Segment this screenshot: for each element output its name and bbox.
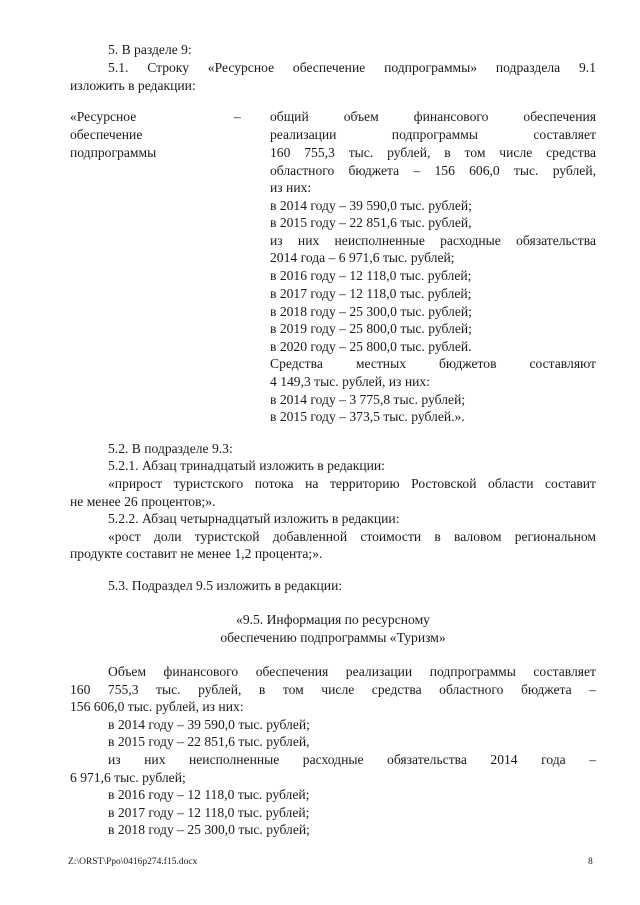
- table-right-line: Средства местных бюджетов составляют: [270, 356, 596, 371]
- body-line: в 2018 году – 25 300,0 тыс. рублей;: [108, 822, 310, 837]
- item-5-2-1-text-line2: не менее 26 процентов;».: [70, 494, 216, 509]
- table-left-label-3: подпрограммы: [70, 145, 157, 160]
- table-right-line: общий объем финансового обеспечения: [270, 109, 596, 124]
- table-right-line: реализации подпрограммы составляет: [270, 127, 596, 142]
- footer-page-number: 8: [588, 857, 593, 867]
- table-dash: –: [234, 109, 241, 124]
- body-line: из них неисполненные расходные обязательства 2014 года –: [108, 752, 596, 767]
- table-right-line: из них неисполненные расходные обязательства: [270, 233, 596, 248]
- table-right-line: в 2014 году – 39 590,0 тыс. рублей;: [270, 198, 472, 213]
- table-left-label-1: «Ресурсное: [70, 109, 137, 124]
- item-5-2-2: 5.2.2. Абзац четырнадцатый изложить в редакции:: [108, 511, 400, 526]
- section-5-heading: 5. В разделе 9:: [108, 42, 192, 57]
- body-line: Объем финансового обеспечения реализации подпрограммы составляет: [108, 664, 596, 679]
- table-right-line: из них:: [270, 180, 312, 195]
- table-right-line: в 2016 году – 12 118,0 тыс. рублей;: [270, 268, 472, 283]
- body-line: в 2015 году – 22 851,6 тыс. рублей,: [108, 734, 310, 749]
- item-5-2-1-text-line1: «прирост туристского потока на территорию Ростовской области составит: [108, 476, 596, 491]
- table-right-line: в 2017 году – 12 118,0 тыс. рублей;: [270, 286, 472, 301]
- body-line: 6 971,6 тыс. рублей;: [70, 770, 186, 785]
- body-line: в 2014 году – 39 590,0 тыс. рублей;: [108, 717, 310, 732]
- table-right-line: в 2020 году – 25 800,0 тыс. рублей.: [270, 339, 472, 354]
- section-5-2-heading: 5.2. В подразделе 9.3:: [108, 441, 233, 456]
- subsection-title-line2: обеспечению подпрограммы «Туризм»: [220, 630, 446, 645]
- table-right-line: в 2015 году – 22 851,6 тыс. рублей,: [270, 215, 472, 230]
- body-line: 156 606,0 тыс. рублей, из них:: [70, 699, 244, 714]
- section-5-3-heading: 5.3. Подраздел 9.5 изложить в редакции:: [108, 578, 343, 593]
- subsection-title-line1: «9.5. Информация по ресурсному: [236, 612, 430, 627]
- table-right-line: в 2018 году – 25 300,0 тыс. рублей;: [270, 304, 472, 319]
- table-right-line: в 2015 году – 373,5 тыс. рублей.».: [270, 409, 465, 424]
- item-5-2-1: 5.2.1. Абзац тринадцатый изложить в редакции:: [108, 458, 385, 473]
- table-left-label-2: обеспечение: [70, 127, 143, 142]
- item-5-1-line1: 5.1. Строку «Ресурсное обеспечение подпрограммы» подраздела 9.1: [108, 60, 596, 75]
- item-5-1-line2: изложить в редакции:: [70, 78, 196, 93]
- footer-file-path: Z:\ORST\Ppo\0416p274.f15.docx: [68, 857, 198, 867]
- table-right-line: областного бюджета – 156 606,0 тыс. рублей,: [270, 163, 596, 178]
- item-5-2-2-text-line1: «рост доли туристской добавленной стоимости в валовом региональном: [108, 529, 596, 544]
- table-right-line: в 2014 году – 3 775,8 тыс. рублей;: [270, 392, 466, 407]
- body-line: в 2016 году – 12 118,0 тыс. рублей;: [108, 787, 310, 802]
- table-right-line: 2014 года – 6 971,6 тыс. рублей;: [270, 250, 455, 265]
- table-right-line: 160 755,3 тыс. рублей, в том числе средства: [270, 145, 596, 160]
- table-right-line: в 2019 году – 25 800,0 тыс. рублей;: [270, 321, 472, 336]
- body-line: 160 755,3 тыс. рублей, в том числе средства областного бюджета –: [70, 682, 596, 697]
- item-5-2-2-text-line2: продукте составит не менее 1,2 процента;».: [70, 546, 323, 561]
- table-right-line: 4 149,3 тыс. рублей, из них:: [270, 374, 430, 389]
- body-line: в 2017 году – 12 118,0 тыс. рублей;: [108, 805, 310, 820]
